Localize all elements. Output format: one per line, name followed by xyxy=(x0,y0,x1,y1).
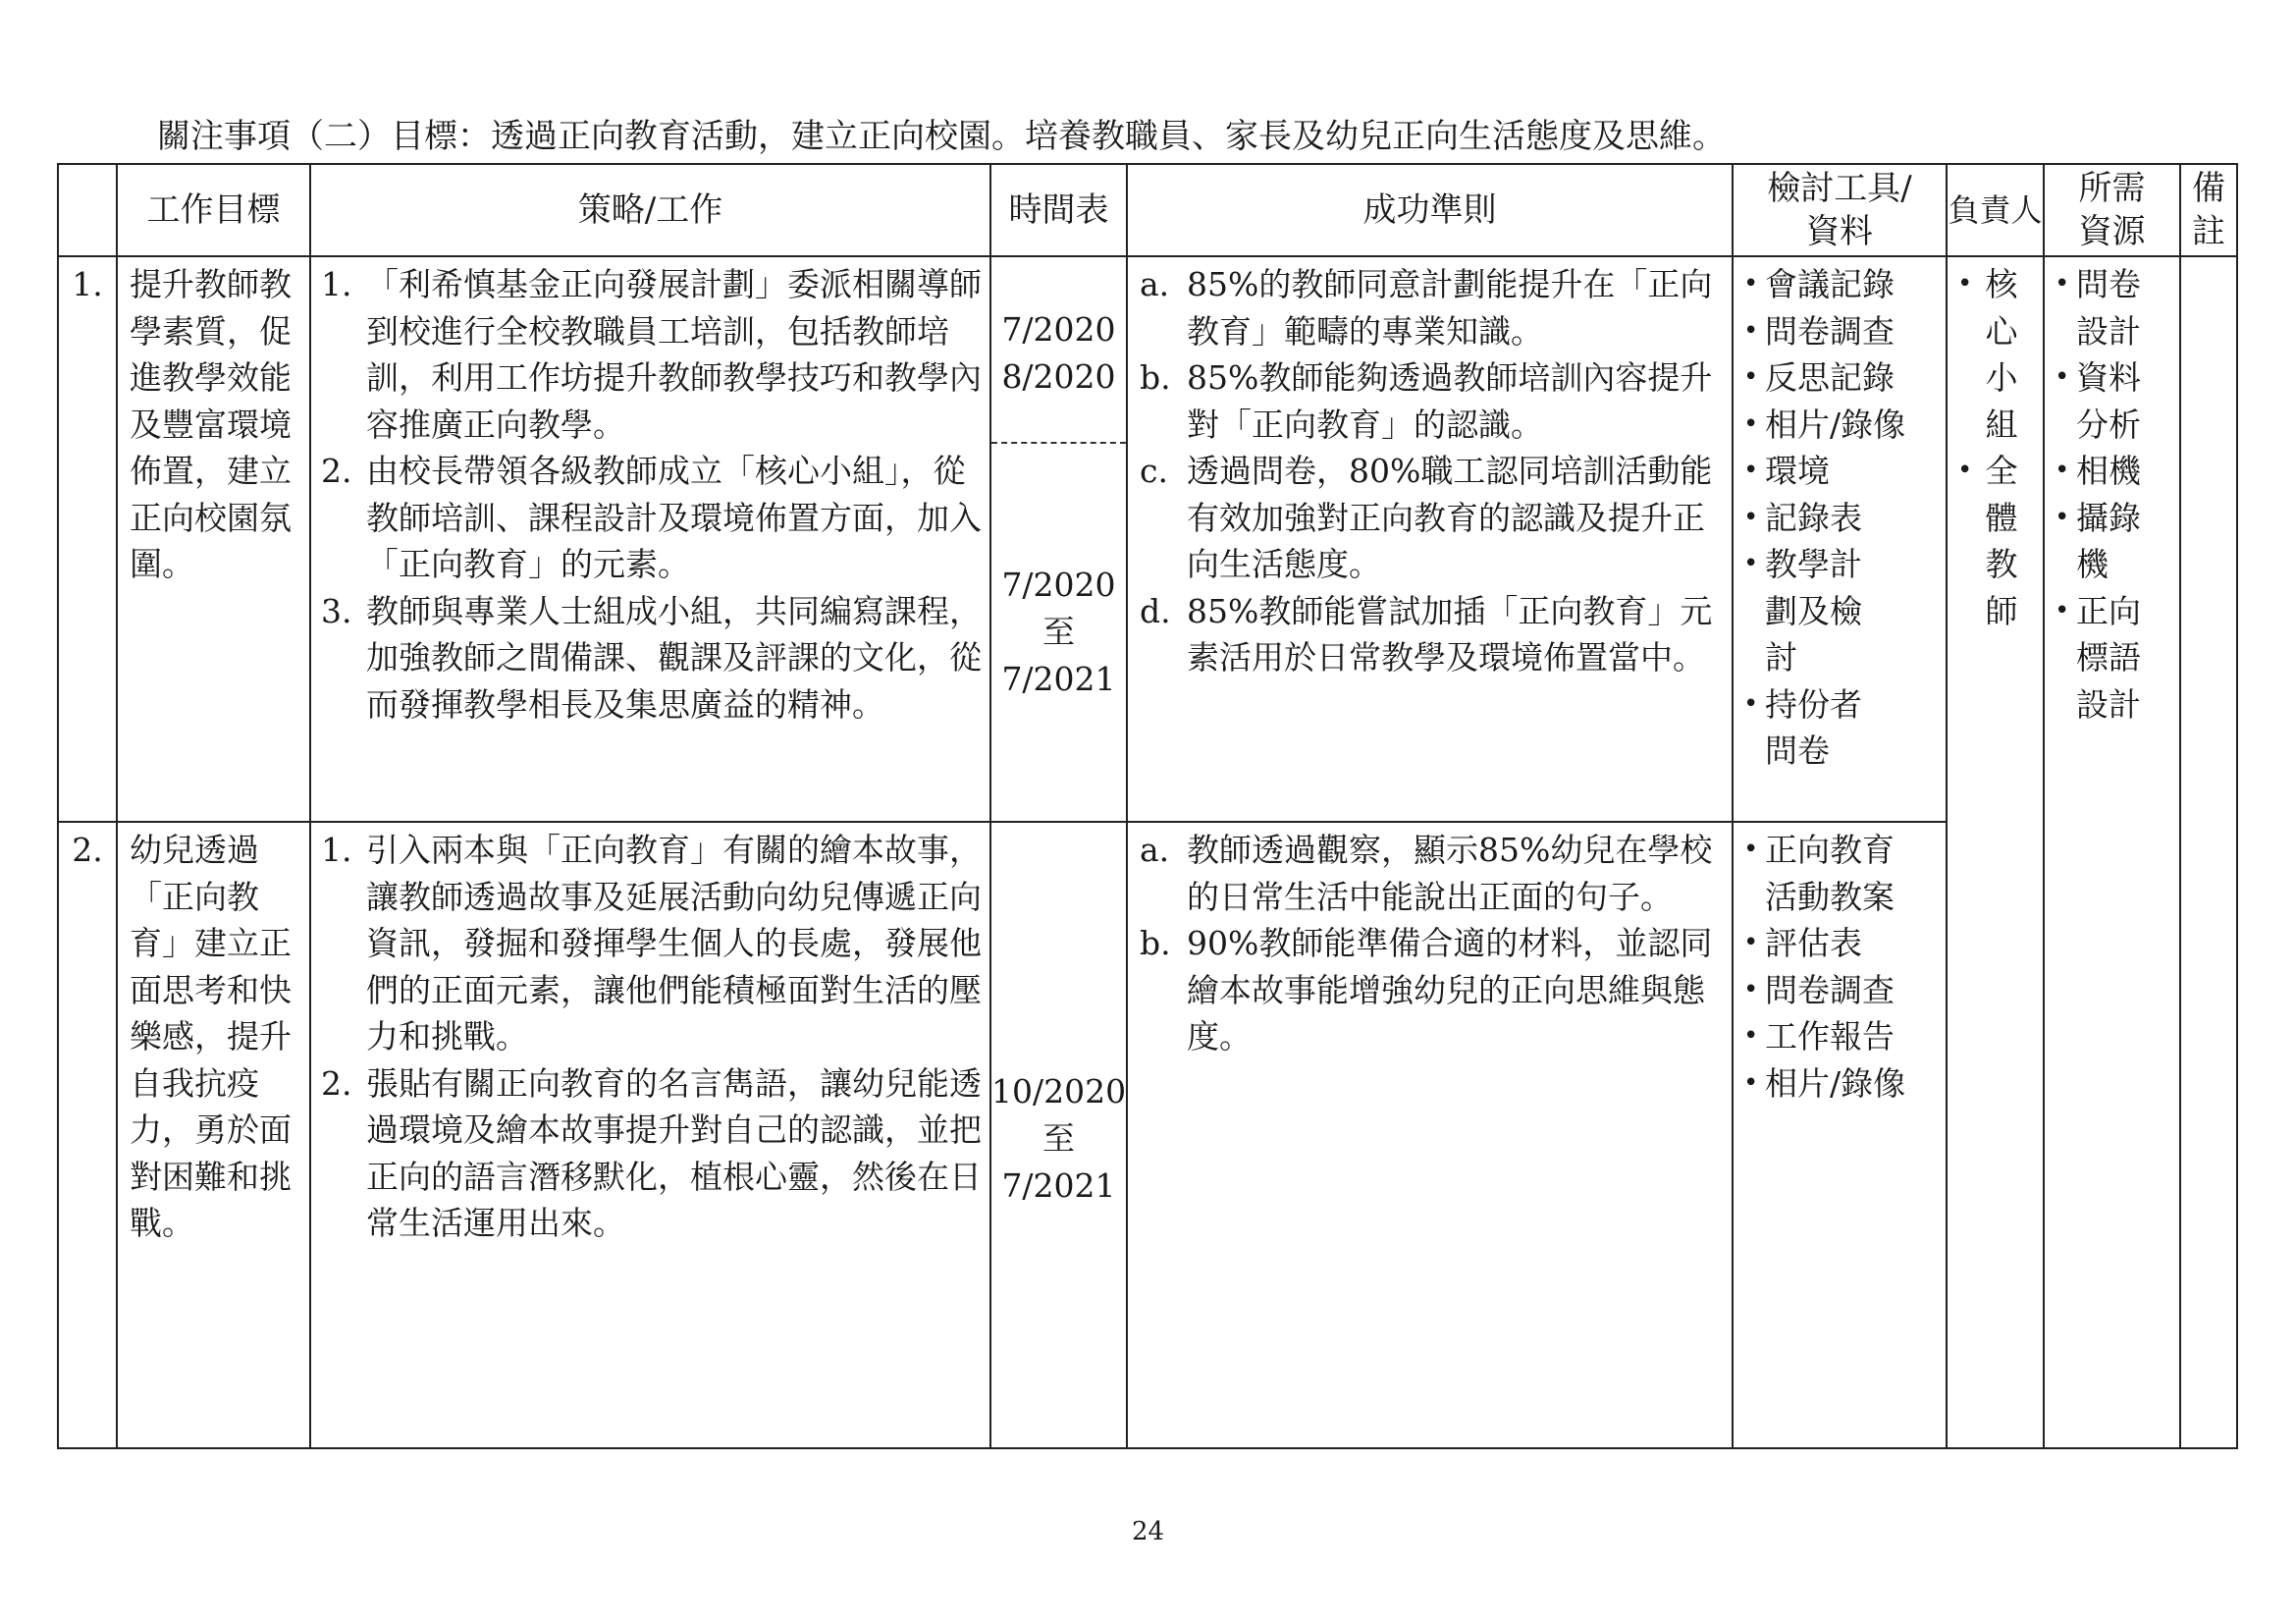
resource-text: 資料分析 xyxy=(2076,358,2141,444)
tool-item xyxy=(1743,541,1942,681)
bullet-icon: • xyxy=(2055,362,2070,392)
table-header-row xyxy=(58,164,2237,256)
owner-text: 全體教師 xyxy=(1985,452,2018,630)
tool-item xyxy=(1743,920,1942,967)
resource-text: 問卷設計 xyxy=(2076,265,2141,351)
goal-cell: 幼兒透過「正向教育」建立正面思考和快樂感，提升自我抗疫力，勇於面對困難和挑戰。 xyxy=(117,822,310,1448)
time-period-lower xyxy=(991,1068,1126,1210)
tool-text: 反思記錄 xyxy=(1765,358,1895,397)
tool-item xyxy=(1743,448,1942,495)
time-text: 8/2020 xyxy=(1001,357,1116,396)
strategy-text: 教師與專業人士組成小組，共同編寫課程，加強教師之間備課、觀課及評課的文化，從而發揮教學相長及集思廣益的精神。 xyxy=(366,591,982,724)
owner-item xyxy=(1957,448,2035,634)
resource-text: 相機 xyxy=(2076,452,2141,490)
resource-item xyxy=(2055,354,2175,448)
resources-cell xyxy=(2044,256,2180,1448)
tool-text: 相片/錄像 xyxy=(1765,1063,1906,1103)
resource-item xyxy=(2055,588,2175,729)
tool-item xyxy=(1743,1060,1942,1108)
tool-text: 持份者問卷 xyxy=(1765,684,1862,770)
row-number: 1. xyxy=(58,256,117,822)
resource-text: 攝錄機 xyxy=(2076,498,2141,583)
goal-cell: 提升教師教學素質，促進教學效能及豐富環境佈置，建立正向校園氛圍。 xyxy=(117,256,310,822)
criteria-text: 透過問卷，80%職工認同培訓活動能有效加強對正向教育的認識及提升正向生活態度。 xyxy=(1187,452,1713,583)
header-time: 時間表 xyxy=(990,164,1127,256)
tool-text: 教學計劃及檢討 xyxy=(1765,545,1862,677)
resource-item xyxy=(2055,495,2175,588)
plan-table xyxy=(57,163,2238,1449)
tool-text: 評估表 xyxy=(1765,924,1862,962)
tool-item xyxy=(1743,402,1942,449)
table-row xyxy=(58,822,2237,1448)
criteria-cell xyxy=(1127,822,1733,1448)
bullet-icon: • xyxy=(1743,1067,1759,1098)
criteria-text: 85%的教師同意計劃能提升在「正向教育」範疇的專業知識。 xyxy=(1187,265,1713,351)
strategy-text: 張貼有關正向教育的名言雋語，讓幼兒能透過環境及繪本故事提升對自己的認識，並把正向的語言潛移默化，植根心靈，然後在日常生活運用出來。 xyxy=(366,1063,982,1242)
strategy-marker: 1. xyxy=(321,265,352,303)
strategy-item xyxy=(321,588,982,729)
bullet-icon: • xyxy=(2055,456,2070,485)
criteria-text: 85%教師能夠透過教師培訓內容提升對「正向教育」的認識。 xyxy=(1187,358,1713,444)
criteria-marker: d. xyxy=(1140,591,1171,630)
criteria-item xyxy=(1140,261,1724,354)
criteria-item xyxy=(1140,827,1724,920)
criteria-item xyxy=(1140,588,1724,681)
header-strategy: 策略/工作 xyxy=(310,164,990,256)
time-text: 10/2020 xyxy=(991,1072,1127,1110)
table-row xyxy=(58,256,2237,822)
time-divider xyxy=(991,442,1126,444)
tools-cell xyxy=(1733,822,1947,1448)
strategy-marker: 3. xyxy=(321,591,352,630)
page-heading: 關注事項（二）目標：透過正向教育活動，建立正向校園。培養教職員、家長及幼兒正向生活態度及思維。 xyxy=(157,117,1726,156)
owner-item xyxy=(1957,261,2035,448)
bullet-icon: • xyxy=(1743,502,1759,532)
criteria-item xyxy=(1140,354,1724,448)
strategy-item xyxy=(321,261,982,448)
time-text: 7/2021 xyxy=(1001,1166,1116,1205)
bullet-icon: • xyxy=(1743,315,1759,346)
criteria-text: 教師透過觀察，顯示85%幼兒在學校的日常生活中能說出正面的句子。 xyxy=(1187,831,1713,916)
tool-item xyxy=(1743,827,1942,920)
resource-text: 正向標語設計 xyxy=(2076,591,2141,724)
tool-item xyxy=(1743,967,1942,1014)
strategy-cell xyxy=(310,822,990,1448)
strategy-item xyxy=(321,448,982,588)
bullet-icon: • xyxy=(1743,549,1759,578)
bullet-icon: • xyxy=(1743,408,1759,439)
bullet-icon: • xyxy=(2055,502,2070,532)
tool-text: 相片/錄像 xyxy=(1765,405,1906,444)
time-text: 至 xyxy=(1042,1119,1075,1158)
strategy-text: 由校長帶領各級教師成立「核心小組」，從教師培訓、課程設計及環境佈置方面，加入「正向教育」的元素。 xyxy=(366,452,982,583)
bullet-icon: • xyxy=(1743,835,1759,864)
tool-item xyxy=(1743,261,1942,308)
header-num xyxy=(58,164,117,256)
tool-item xyxy=(1743,495,1942,542)
criteria-marker: a. xyxy=(1140,831,1170,869)
bullet-icon: • xyxy=(1743,974,1759,1004)
bullet-icon: • xyxy=(1957,456,1973,485)
criteria-cell xyxy=(1127,256,1733,822)
time-period-lower xyxy=(991,562,1126,703)
header-resources: 所需資源 xyxy=(2044,164,2180,256)
criteria-marker: c. xyxy=(1140,452,1168,490)
strategy-marker: 1. xyxy=(321,831,352,869)
criteria-marker: b. xyxy=(1140,358,1171,397)
bullet-icon: • xyxy=(1957,269,1973,298)
tool-text: 問卷調查 xyxy=(1765,970,1895,1009)
time-text: 至 xyxy=(1042,613,1075,651)
strategy-marker: 2. xyxy=(321,452,352,490)
criteria-item xyxy=(1140,920,1724,1060)
remarks-cell xyxy=(2180,256,2237,1448)
criteria-item xyxy=(1140,448,1724,588)
strategy-text: 引入兩本與「正向教育」有關的繪本故事，讓教師透過故事及延展活動向幼兒傳遞正向資訊，發掘和發揮學生個人的長處，發展他們的正面元素，讓他們能積極面對生活的壓力和挑戰。 xyxy=(366,831,982,1056)
criteria-text: 90%教師能準備合適的材料，並認同繪本故事能增強幼兒的正向思維與態度。 xyxy=(1187,924,1713,1056)
bullet-icon: • xyxy=(2055,595,2070,625)
tool-item xyxy=(1743,354,1942,402)
strategy-cell xyxy=(310,256,990,822)
page-number: 24 xyxy=(1131,1517,1165,1546)
time-cell xyxy=(990,822,1127,1448)
header-tools: 檢討工具/資料 xyxy=(1733,164,1947,256)
bullet-icon: • xyxy=(1743,1021,1759,1051)
resource-item xyxy=(2055,261,2175,354)
header-remarks: 備註 xyxy=(2180,164,2237,256)
owner-text: 核心小組 xyxy=(1985,265,2018,444)
header-owner: 負責人 xyxy=(1947,164,2044,256)
criteria-text: 85%教師能嘗試加插「正向教育」元素活用於日常教學及環境佈置當中。 xyxy=(1187,591,1713,677)
strategy-text: 「利希慎基金正向發展計劃」委派相關導師到校進行全校教職員工培訓，包括教師培訓，利用工作坊提升教師教學技巧和教學內容推廣正向教學。 xyxy=(366,265,982,444)
bullet-icon: • xyxy=(1743,688,1759,719)
time-cell xyxy=(990,256,1127,822)
time-text: 7/2020 xyxy=(1001,310,1116,349)
strategy-item xyxy=(321,1060,982,1247)
tool-text: 正向教育活動教案 xyxy=(1765,831,1895,916)
tool-item xyxy=(1743,1013,1942,1060)
criteria-marker: b. xyxy=(1140,924,1171,962)
bullet-icon: • xyxy=(1743,456,1759,485)
time-text: 7/2020 xyxy=(1001,566,1116,604)
time-text: 7/2021 xyxy=(1001,660,1116,698)
tool-text: 會議記錄 xyxy=(1765,265,1895,303)
owner-cell xyxy=(1947,256,2044,1448)
tool-text: 環境 xyxy=(1765,452,1830,490)
bullet-icon: • xyxy=(2055,269,2070,298)
tool-item xyxy=(1743,681,1942,775)
tool-text: 記錄表 xyxy=(1765,498,1862,537)
header-criteria: 成功準則 xyxy=(1127,164,1733,256)
bullet-icon: • xyxy=(1743,269,1759,298)
row-number: 2. xyxy=(58,822,117,1448)
criteria-marker: a. xyxy=(1140,265,1170,303)
tool-item xyxy=(1743,308,1942,355)
tool-text: 工作報告 xyxy=(1765,1017,1895,1056)
bullet-icon: • xyxy=(1743,362,1759,392)
header-goal: 工作目標 xyxy=(117,164,310,256)
tools-cell xyxy=(1733,256,1947,822)
time-period-upper xyxy=(991,306,1126,401)
strategy-item xyxy=(321,827,982,1060)
strategy-marker: 2. xyxy=(321,1063,352,1103)
bullet-icon: • xyxy=(1743,928,1759,957)
tool-text: 問卷調查 xyxy=(1765,311,1895,351)
resource-item xyxy=(2055,448,2175,495)
